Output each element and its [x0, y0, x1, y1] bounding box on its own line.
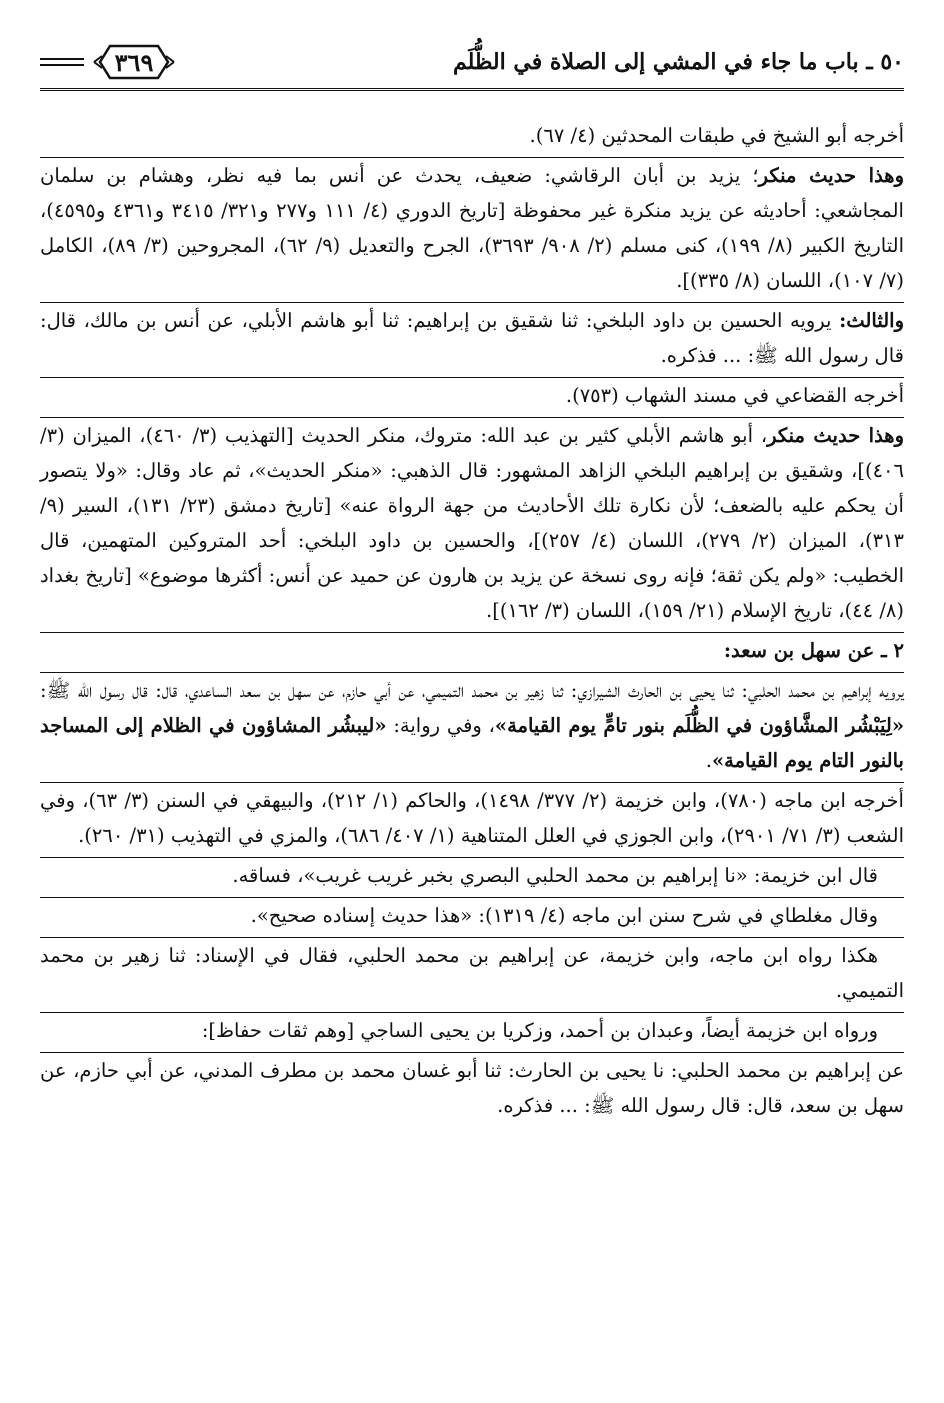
- text-segment: هكذا رواه ابن ماجه، وابن خزيمة، عن إبراهيم بن محمد الحلبي، فقال في الإسناد: ثنا زهير بن محمد التميمي.: [40, 944, 904, 1002]
- page-number-badge: [90, 42, 178, 82]
- paragraph-p5: [40, 417, 904, 628]
- ornament-line: [40, 58, 84, 60]
- text-segment: ، وفي رواية:: [386, 714, 495, 737]
- text-segment: أخرجه ابن ماجه (٧٨٠)، وابن خزيمة (٢/ ٣٧٧/ ١٤٩٨)، والحاكم (١/ ٢١٢)، والبيهقي في السنن (٣/ ٦٣)، وفي الشعب (٣/ ٧١/ ٢٩٠١)، وابن الجوزي في العلل المتناهية (١/ ٤٠٧/ ٦٨٦)، والمزي في التهذيب (٣١/ ٢٦٠).: [40, 789, 904, 847]
- paragraph-p1: [40, 118, 904, 153]
- text-segment: أخرجه أبو الشيخ في طبقات المحدثين (٤/ ٦٧).: [529, 124, 904, 147]
- bold-text-segment: وهذا حديث منكر: [758, 164, 905, 187]
- paragraph-p11: [40, 937, 904, 1008]
- bold-text-segment: «ليبشُر المشاؤون في الظلام إلى المساجد بالنور التام يوم القيامة»: [40, 714, 904, 772]
- text-segment: أخرجه القضاعي في مسند الشهاب (٧٥٣).: [565, 384, 904, 407]
- text-segment: عن إبراهيم بن محمد الحلبي: نا يحيى بن الحارث: ثنا أبو غسان محمد بن مطرف المدني، عن أبي حازم، عن سهل بن سعد، قال: قال رسول الله ﷺ: ... فذكره.: [40, 1059, 904, 1117]
- text-segment: يرويه إبراهيم بن محمد الحلبي: ثنا يحيى بن الحارث الشيرازي: ثنا زهير بن محمد التميمي، عن أبي حازم، عن سهل بن سعد الساعدي، قال: قال رسول الله ﷺ:: [40, 679, 904, 702]
- ornament-lines: [40, 58, 84, 66]
- page-header: [40, 36, 904, 88]
- page-number-ornament: [40, 42, 178, 82]
- page-body: [40, 118, 904, 1123]
- ornament-line: [40, 64, 84, 66]
- header-rule: [40, 88, 904, 91]
- text-segment: يرويه الحسين بن داود البلخي: ثنا شقيق بن إبراهيم: ثنا أبو هاشم الأبلي، عن أنس بن مالك، قال: قال رسول الله ﷺ: ... فذكره.: [40, 309, 904, 367]
- paragraph-p6: [40, 632, 904, 668]
- paragraph-p13: [40, 1052, 904, 1123]
- text-segment: وقال مغلطاي في شرح سنن ابن ماجه (٤/ ١٣١٩): «هذا حديث إسناده صحيح».: [250, 904, 878, 927]
- text-segment: ، أبو هاشم الأبلي كثير بن عبد الله: متروك، منكر الحديث [التهذيب (٣/ ٤٦٠)، الميزان (٣/ ٤٠٦)]، وشقيق بن إبراهيم البلخي الزاهد المشهور: قال الذهبي: «منكر الحديث»، ثم عاد وقال: «ولا يتصور أن يحكم عليه بالضعف؛ لأن نكارة تلك الأحاديث من جهة الرواة عنه» [تاريخ دمشق (٢٣/ ١٣١)، السير (٩/ ٣١٣)، الميزان (٢/ ٢٧٩)، اللسان (٤/ ٢٥٧)]، والحسين بن داود البلخي: أحد المتروكين المتهمين، قال الخطيب: «ولم يكن ثقة؛ فإنه روى نسخة عن يزيد بن هارون عن حميد عن أنس: أكثرها موضوع» [تاريخ بغداد (٨/ ٤٤)، تاريخ الإسلام (٢١/ ١٥٩)، اللسان (٣/ ١٦٢)].: [40, 424, 904, 622]
- text-segment: ورواه ابن خزيمة أيضاً، وعبدان بن أحمد، وزكريا بن يحيى الساجي [وهم ثقات حفاظ]:: [201, 1019, 878, 1042]
- paragraph-p4: [40, 377, 904, 413]
- paragraph-p8: [40, 782, 904, 853]
- page-number: ٣٦٩: [114, 47, 154, 77]
- bold-text-segment: والثالث:: [839, 309, 904, 332]
- paragraph-p3: [40, 302, 904, 373]
- paragraph-p12: [40, 1012, 904, 1048]
- paragraph-p10: [40, 897, 904, 933]
- paragraph-p7: [40, 672, 904, 778]
- text-segment: ؛ يزيد بن أبان الرقاشي: ضعيف، يحدث عن أنس بما فيه نظر، وهشام بن سلمان المجاشعي: أحاديثه عن يزيد منكرة غير محفوظة [تاريخ الدوري (٤/ ١١١ و٢٧٧ و٣٢١/ ٣٤١٥ و٤٣٦١ و٤٥٩٥)، التاريخ الكبير (٨/ ١٩٩)، كنى مسلم (٢/ ٩٠٨/ ٣٦٩٣)، الجرح والتعديل (٩/ ٦٢)، المجروحين (٣/ ٨٩)، الكامل (٧/ ١٠٧)، اللسان (٨/ ٣٣٥)].: [40, 164, 904, 292]
- bold-text-segment: وهذا حديث منكر: [767, 424, 905, 447]
- book-page: [40, 36, 904, 1376]
- text-segment: قال ابن خزيمة: «نا إبراهيم بن محمد الحلبي البصري بخبر غريب غريب»، فساقه.: [232, 864, 878, 887]
- paragraph-p2: [40, 157, 904, 298]
- text-segment: .: [705, 749, 712, 772]
- bold-text-segment: «لِيَبْشُر المشَّاؤون في الظُّلَم بنور تامٍّ يوم القيامة»: [494, 714, 905, 737]
- chapter-title: ٥٠ ـ باب ما جاء في المشي إلى الصلاة في الظُّلَم: [452, 49, 904, 75]
- bold-text-segment: ٢ ـ عن سهل بن سعد:: [723, 639, 904, 662]
- paragraph-p9: [40, 857, 904, 893]
